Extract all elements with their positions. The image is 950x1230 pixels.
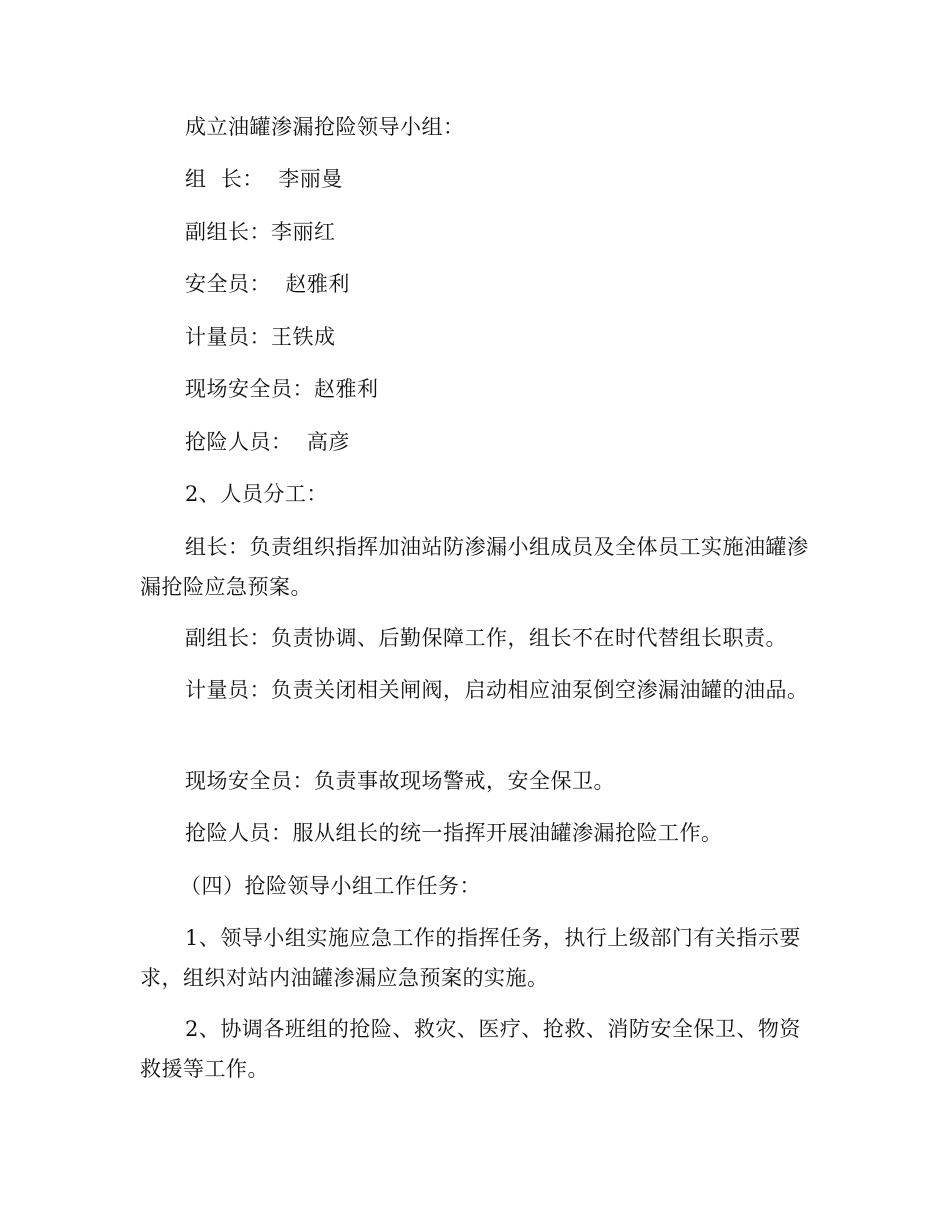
paragraph-task-1: 1、领导小组实施应急工作的指挥任务，执行上级部门有关指示要求，组织对站内油罐渗漏应急预案的实施。 [140,926,801,990]
paragraph-site-safety-officer: 现场安全员：赵雅利 [185,377,379,401]
paragraph-group-intro: 成立油罐渗漏抢险领导小组： [185,115,465,139]
paragraph-site-safety-duty: 现场安全员：负责事故现场警戒，安全保卫。 [185,769,615,793]
paragraph-meter-officer: 计量员：王铁成 [185,325,336,349]
paragraph-leader: 组 长： 李丽曼 [185,167,343,191]
paragraph-rescue-staff: 抢险人员： 高彦 [185,430,350,454]
paragraph-rescue-duty: 抢险人员：服从组长的统一指挥开展油罐渗漏抢险工作。 [185,821,723,845]
paragraph-task-2: 2、协调各班组的抢险、救灾、医疗、抢救、消防安全保卫、物资救援等工作。 [140,1017,801,1081]
paragraph-deputy-leader: 副组长：李丽红 [185,220,336,244]
paragraph-meter-duty: 计量员：负责关闭相关闸阀，启动相应油泵倒空渗漏油罐的油品。 [185,678,809,702]
paragraph-division-heading: 2、人员分工： [185,482,328,506]
paragraph-tasks-heading: （四）抢险领导小组工作任务： [180,874,481,898]
paragraph-leader-duty: 组长：负责组织指挥加油站防渗漏小组成员及全体员工实施油罐渗漏抢险应急预案。 [140,535,809,599]
paragraph-deputy-duty: 副组长：负责协调、后勤保障工作，组长不在时代替组长职责。 [185,626,787,650]
paragraph-safety-officer: 安全员： 赵雅利 [185,272,350,296]
